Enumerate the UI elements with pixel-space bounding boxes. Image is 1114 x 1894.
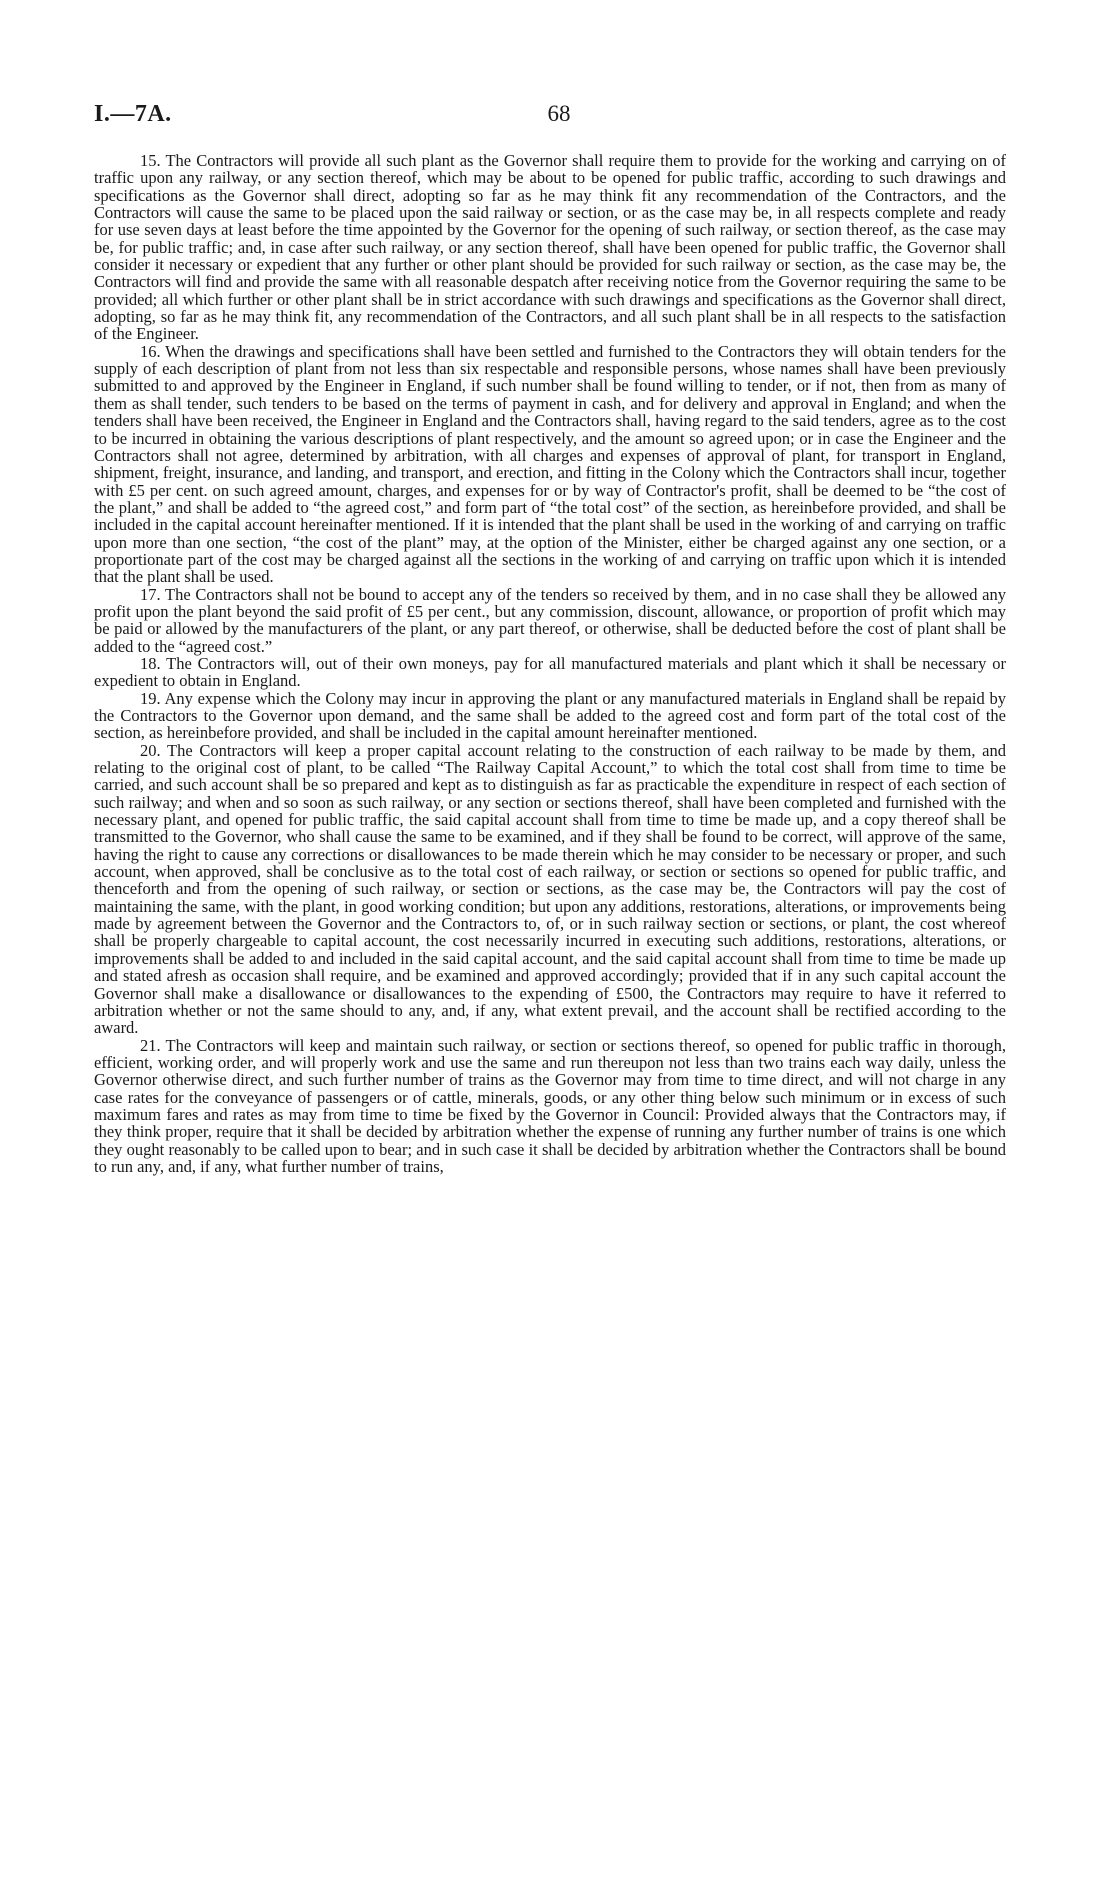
page-number: 68	[547, 101, 571, 126]
clause-16: 16. When the drawings and specifications shall have been settled and furnished to the Contractors they will obtain tenders for the supply of each description of plant from not less than six respectable and responsible persons, whose names shall have been previously submitted to and approved by the Engineer in England, if such number shall be found willing to tender, or if not, then from as many of them as shall tender, such tenders to be based on the terms of payment in cash, and for delivery and approval in England; and when the tenders shall have been received, the Engineer in England and the Contractors shall, having regard to the said tenders, agree as to the cost to be incurred in obtaining the various descriptions of plant respectively, and the amount so agreed upon; or in case the Engineer and the Contractors shall not agree, determined by arbitration, with all charges and expenses of approval of plant, for transport in England, shipment, freight, insurance, and landing, and transport, and erection, and fitting in the Colony which the Contractors shall incur, together with £5 per cent. on such agreed amount, charges, and expenses for or by way of Contractor's profit, shall be deemed to be “the cost of the plant,” and shall be added to “the agreed cost,” and form part of “the total cost” of the section, as hereinbefore provided, and shall be included in the capital account hereinafter mentioned. If it is intended that the plant shall be used in the working of and carrying on traffic upon more than one section, “the cost of the plant” may, at the option of the Minister, either be charged against any one section, or a proportionate part of the cost may be charged against all the sections in the working of and carrying on traffic upon which it is intended that the plant shall be used.	[94, 341, 1006, 587]
page-header	[94, 101, 1024, 133]
body-text	[94, 152, 1006, 1175]
clause-21: 21. The Contractors will keep and maintain such railway, or section or sections thereof, so opened for public traffic in thorough, efficient, working order, and will properly work and use the same and run thereupon not less than two trains each way daily, unless the Governor otherwise direct, and such further number of trains as the Governor may from time to time direct, and will not charge in any case rates for the conveyance of passengers or of cattle, minerals, goods, or any other thing below such minimum or in excess of such maximum fares and rates as may from time to time be fixed by the Governor in Council: Provided always that the Contractors may, if they think proper, require that it shall be decided by arbitration whether the expense of running any further number of trains is one which they ought reasonably to be called upon to bear; and in such case it shall be decided by arbitration whether the Contractors shall be bound to run any, and, if any, what further number of trains,	[94, 1035, 1006, 1176]
clause-18: 18. The Contractors will, out of their own moneys, pay for all manufactured materials and plant which it shall be necessary or expedient to obtain in England.	[94, 653, 1006, 691]
clause-15: 15. The Contractors will provide all such plant as the Governor shall require them to provide for the working and carrying on of traffic upon any railway, or any section thereof, which may be about to be opened for public traffic, according to such drawings and specifications as the Governor shall direct, adopting so far as he may think fit any recommendation of the Contractors, and the Contractors will cause the same to be placed upon the said railway or section, or as the case may be, in all respects complete and ready for use seven days at least before the time appointed by the Governor for the opening of such railway, or section thereof, as the case may be, for public traffic; and, in case after such railway, or any section thereof, shall have been opened for public traffic, the Governor shall consider it necessary or expedient that any further or other plant should be provided for such railway or section, as the case may be, the Contractors will find and provide the same with all reasonable despatch after receiving notice from the Governor requiring the same to be provided; all which further or other plant shall be in strict accordance with such drawings and specifications as the Governor shall direct, adopting, so far as he may think fit, any recommendation of the Contractors, and all such plant shall be in all respects to the satisfaction of the Engineer.	[94, 151, 1006, 344]
clause-19: 19. Any expense which the Colony may incur in approving the plant or any manufactured materials in England shall be repaid by the Contractors to the Governor upon demand, and the same shall be added to the agreed cost and form part of the total cost of the section, as hereinbefore provided, and shall be included in the capital amount hereinafter mentioned.	[94, 688, 1006, 743]
clause-20: 20. The Contractors will keep a proper capital account relating to the construction of each railway to be made by them, and relating to the original cost of plant, to be called “The Railway Capital Account,” to which the total cost shall from time to time be carried, and such account shall be so prepared and kept as to distinguish as far as practicable the expenditure in respect of each section of such railway; and when and so soon as such railway, or any section or sections thereof, shall have been completed and furnished with the necessary plant, and opened for public traffic, the said capital account shall from time to time be made up, and a copy thereof shall be transmitted to the Governor, who shall cause the same to be examined, and if they shall be found to be correct, will approve of the same, having the right to cause any corrections or disallowances to be made therein which he may consider to be necessary or proper, and such account, when approved, shall be conclusive as to the total cost of each railway, or section or sections so opened for public traffic, and thenceforth and from the opening of such railway, or section or sections, as the case may be, the Contractors will pay the cost of maintaining the same, with the plant, in good working condition; but upon any additions, restorations, alterations, or improvements being made by agreement between the Governor and the Contractors to, of, or in such railway section or sections, or plant, the cost whereof shall be properly chargeable to capital account, the cost necessarily incurred in executing such additions, restorations, alterations, or improvements shall be added to and included in the said capital account, and the said capital account shall from time to time be made up and stated afresh as occasion shall require, and be examined and approved accordingly; provided that if in any such capital account the Governor shall make a disallowance or disallowances to the expending of £500, the Contractors may require to have it referred to arbitration whether or not the same should to any, and, if any, what extent prevail, and the account shall be rectified according to the award.	[94, 740, 1006, 1038]
clause-17: 17. The Contractors shall not be bound to accept any of the tenders so received by them, and in no case shall they be allowed any profit upon the plant beyond the said profit of £5 per cent., but any commission, discount, allowance, or proportion of profit which may be paid or allowed by the manufacturers of the plant, or any part thereof, or otherwise, shall be deducted before the cost of plant shall be added to the “agreed cost.”	[94, 584, 1006, 656]
document-reference: I.—7A.	[94, 101, 172, 127]
